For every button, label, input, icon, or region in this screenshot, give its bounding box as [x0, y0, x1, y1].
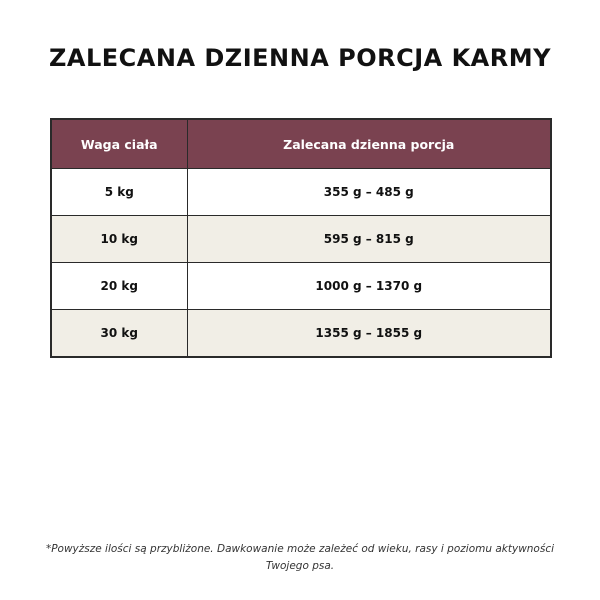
table-row: [51, 310, 551, 358]
page-title: ZALECANA DZIENNA PORCJA KARMY: [49, 44, 551, 72]
weight-cell: 5 kg: [51, 169, 187, 216]
table-row: [51, 263, 551, 310]
header-daily-portion: Zalecana dzienna porcja: [187, 119, 551, 169]
weight-cell: 20 kg: [51, 263, 187, 310]
table-header-row: [51, 119, 551, 169]
table-row: [51, 169, 551, 216]
weight-cell: 30 kg: [51, 310, 187, 358]
portion-cell: 1355 g – 1855 g: [187, 310, 551, 358]
portion-cell: 355 g – 485 g: [187, 169, 551, 216]
portion-cell: 595 g – 815 g: [187, 216, 551, 263]
footnote: *Powyższe ilości są przybliżone. Dawkowanie może zależeć od wieku, rasy i poziomu aktywności Twojego psa.: [45, 543, 555, 572]
portion-cell: 1000 g – 1370 g: [187, 263, 551, 310]
weight-cell: 10 kg: [51, 216, 187, 263]
feeding-table: [50, 118, 552, 358]
table-row: [51, 216, 551, 263]
header-body-weight: Waga ciała: [51, 119, 187, 169]
